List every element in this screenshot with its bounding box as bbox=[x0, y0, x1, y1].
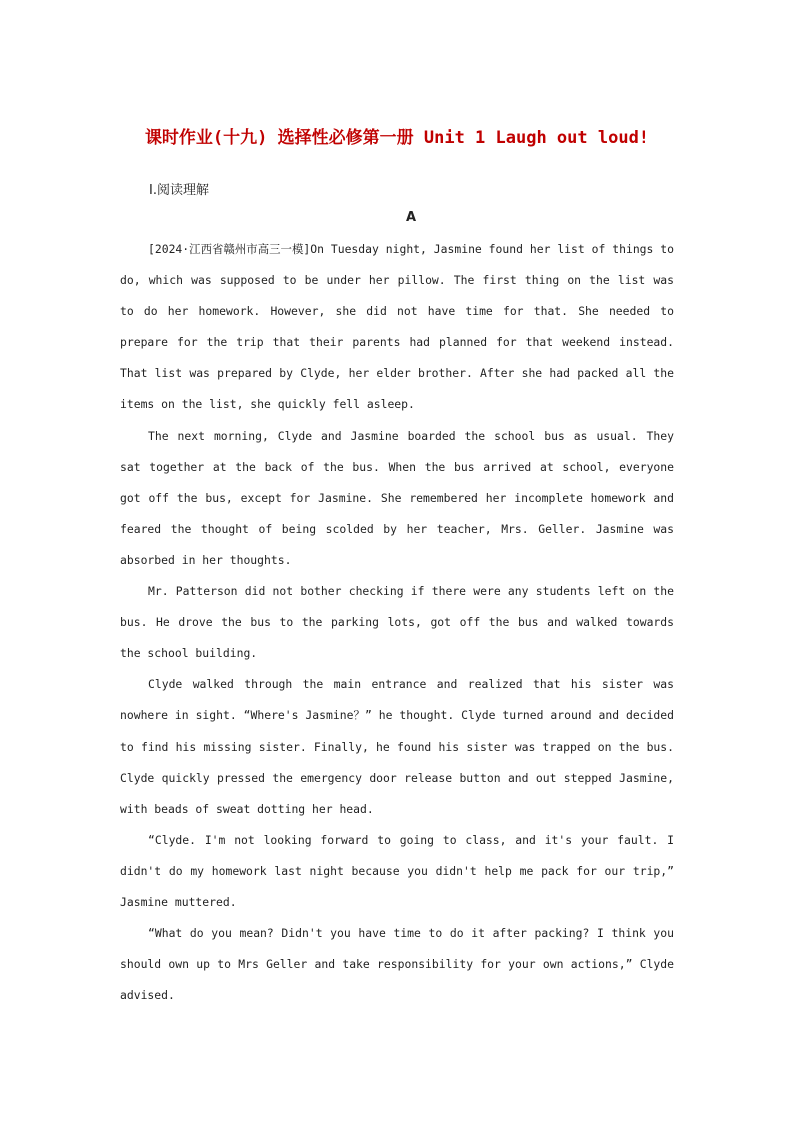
passage-letter: A bbox=[405, 210, 417, 225]
passage-body bbox=[120, 234, 674, 1011]
section-label: Ⅰ.阅读理解 bbox=[149, 183, 209, 198]
paragraph: Clyde walked through the main entrance and realized that his sister was nowhere in sight. “Where's Jasmine？” he thought. Clyde turned around and decided to find his missing sister. Finally, he found his sister was trapped on the bus. Clyde quickly pressed the emergency door release button and out stepped Jasmine, with beads of sweat dotting her head. bbox=[120, 677, 674, 816]
paragraph: The next morning, Clyde and Jasmine boarded the school bus as usual. They sat together at the back of the bus. When the bus arrived at school, everyone got off the bus, except for Jasmine. She remembered her incomplete homework and feared the thought of being scolded by her teacher, Mrs. Geller. Jasmine was absorbed in her thoughts. bbox=[120, 428, 674, 567]
page-title: 课时作业(十九) 选择性必修第一册 Unit 1 Laugh out loud! bbox=[144, 128, 650, 148]
paragraph: [2024·江西省赣州市高三一模]On Tuesday night, Jasmine found her list of things to do, which was supposed to be under her pillow. The first thing on the list was to do her homework. However, she did not have time for that. She needed to prepare for the trip that their parents had planned for that weekend instead. That list was prepared by Clyde, her elder brother. After she had packed all the items on the list, she quickly fell asleep. bbox=[120, 242, 674, 412]
paragraph: “What do you mean? Didn't you have time to do it after packing? I think you should own up to Mrs Geller and take responsibility for your own actions,” Clyde advised. bbox=[120, 926, 674, 1003]
paragraph: Mr. Patterson did not bother checking if there were any students left on the bus. He drove the bus to the parking lots, got off the bus and walked towards the school building. bbox=[120, 584, 674, 661]
paragraph: “Clyde. I'm not looking forward to going to class, and it's your fault. I didn't do my homework last night because you didn't help me pack for our trip,” Jasmine muttered. bbox=[120, 832, 674, 909]
